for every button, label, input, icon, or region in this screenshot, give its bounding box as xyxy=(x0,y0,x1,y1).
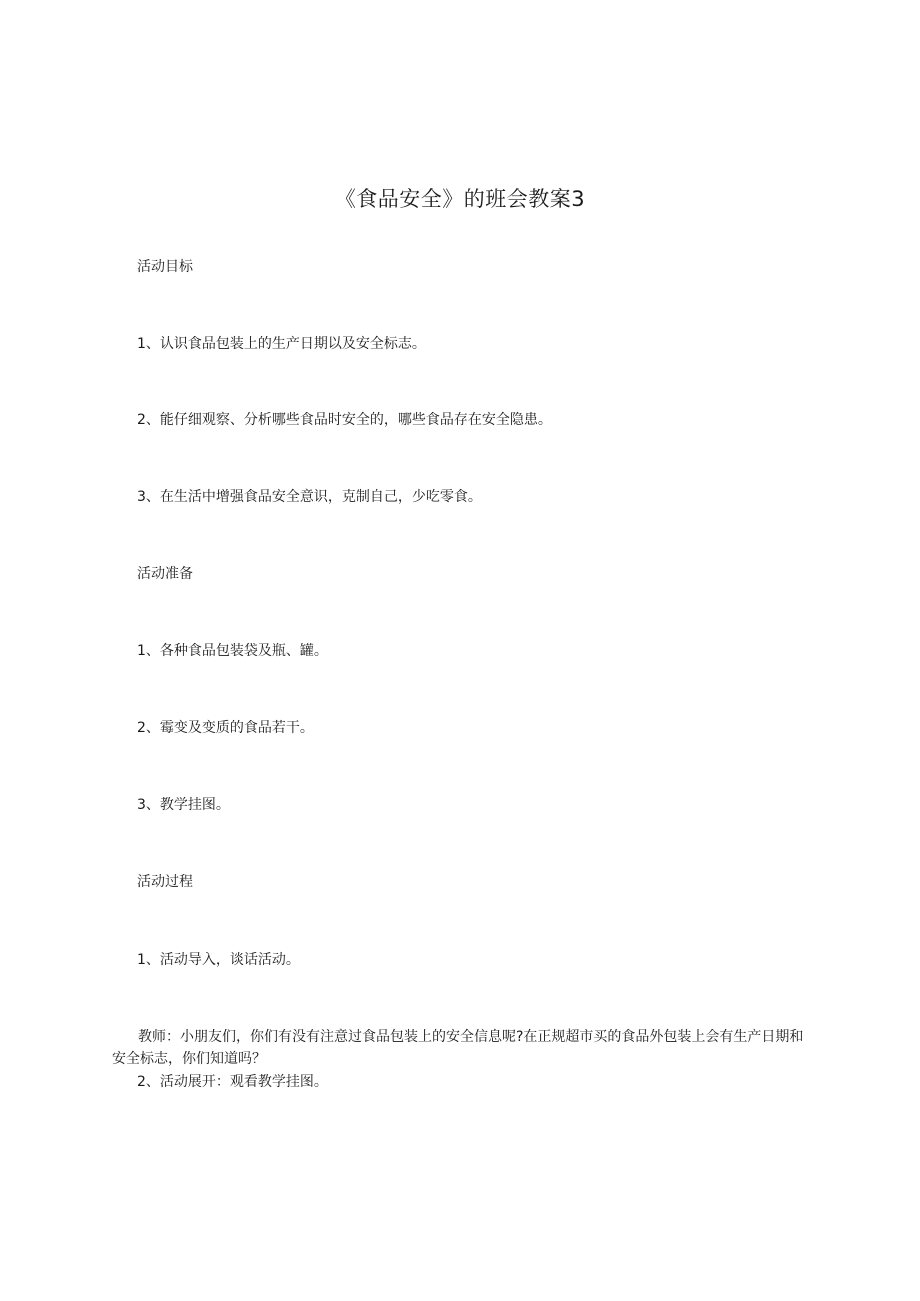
teacher-paragraph: 教师：小朋友们，你们有没有注意过食品包装上的安全信息呢?在正规超市买的食品外包装上会有生产日期和安全标志，你们知道吗？ xyxy=(112,1029,804,1067)
section-heading-process: 活动过程 xyxy=(137,874,193,890)
preparation-item-1: 1、各种食品包装袋及瓶、罐。 xyxy=(137,643,328,659)
preparation-item-2: 2、霉变及变质的食品若干。 xyxy=(137,720,314,736)
document-title: 《食品安全》的班会教案3 xyxy=(334,187,586,211)
goal-item-2: 2、能仔细观察、分析哪些食品时安全的，哪些食品存在安全隐患。 xyxy=(137,412,552,428)
preparation-item-3: 3、教学挂图。 xyxy=(137,797,230,813)
goal-item-1: 1、认识食品包装上的生产日期以及安全标志。 xyxy=(137,336,426,352)
section-heading-preparation: 活动准备 xyxy=(137,566,193,582)
process-item-1: 1、活动导入，谈话活动。 xyxy=(137,952,300,968)
goal-item-3: 3、在生活中增强食品安全意识，克制自己，少吃零食。 xyxy=(137,489,482,505)
process-item-2: 2、活动展开：观看教学挂图。 xyxy=(137,1074,328,1090)
section-heading-goals: 活动目标 xyxy=(137,259,193,275)
